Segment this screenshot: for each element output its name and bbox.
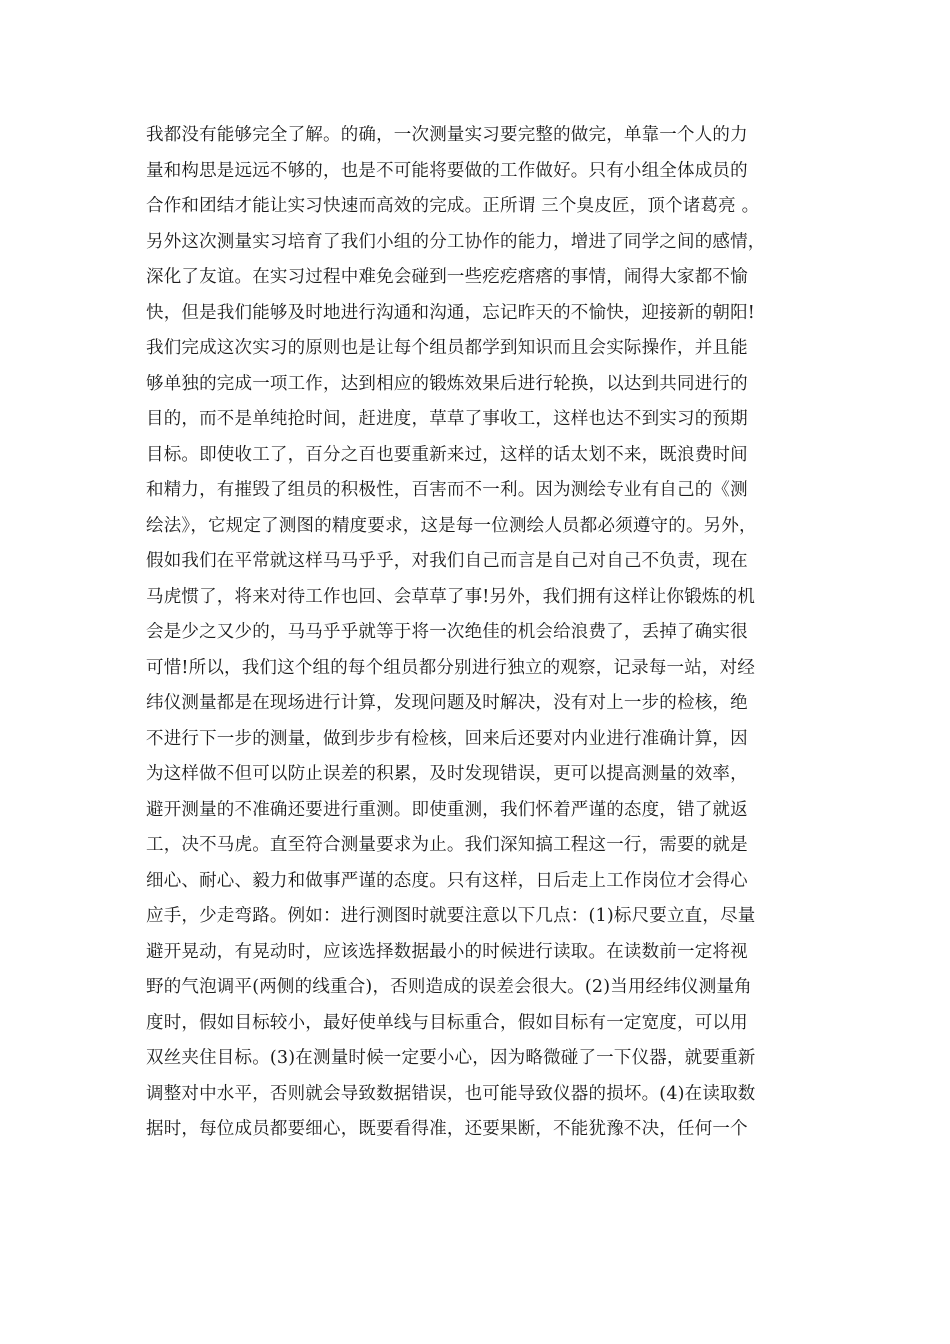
text-line: 量和构思是远远不够的，也是不可能将要做的工作做好。只有小组全体成员的 <box>146 160 748 181</box>
text-line: 应手，少走弯路。例如：进行测图时就要注意以下几点：(1)标尺要立直，尽量 <box>146 906 756 926</box>
text-line: 另外这次测量实习培育了我们小组的分工协作的能力，增进了同学之间的感情， <box>146 231 766 252</box>
text-line: 为这样做不但可以防止误差的积累，及时发现错误，更可以提高测量的效率， <box>146 764 748 784</box>
text-line: 会是少之又少的，马马乎乎就等于将一次绝佳的机会给浪费了，丢掉了确实很 <box>146 622 748 642</box>
text-line: 绘法》，它规定了测图的精度要求，这是每一位测绘人员都必须遵守的。另外， <box>146 515 757 536</box>
text-line: 纬仪测量都是在现场进行计算，发现问题及时解决，没有对上一步的检核，绝 <box>146 693 748 713</box>
text-line: 我都没有能够完全了解。的确，一次测量实习要完整的做完，单靠一个人的力 <box>146 125 748 145</box>
text-line: 调整对中水平，否则就会导致数据错误，也可能导致仪器的损坏。(4)在读取数 <box>146 1083 756 1104</box>
text-line: 快，但是我们能够及时地进行沟通和沟通，忘记昨天的不愉快，迎接新的朝阳! <box>146 302 756 323</box>
text-line: 工，决不马虎。直至符合测量要求为止。我们深知搞工程这一行，需要的就是 <box>146 835 748 855</box>
text-line: 够单独的完成一项工作，达到相应的锻炼效果后进行轮换，以达到共同进行的 <box>146 373 748 394</box>
text-line: 我们完成这次实习的原则也是让每个组员都学到知识而且会实际操作，并且能 <box>146 338 748 358</box>
text-line: 细心、耐心、毅力和做事严谨的态度。只有这样，日后走上工作岗位才会得心 <box>146 870 748 891</box>
text-line: 度时，假如目标较小，最好使单线与目标重合，假如目标有一定宽度，可以用 <box>146 1012 748 1033</box>
text-line: 马虎惯了，将来对待工作也回、会草草了事!另外，我们拥有这样让你锻炼的机 <box>146 586 756 607</box>
body-paragraph <box>146 118 816 1148</box>
text-line: 目标。即使收工了，百分之百也要重新来过，这样的话太划不来，既浪费时间 <box>146 444 748 465</box>
text-line: 和精力，有摧毁了组员的积极性，百害而不一利。因为测绘专业有自己的《测 <box>146 480 748 500</box>
text-line: 双丝夹住目标。(3)在测量时候一定要小心，因为略微碰了一下仪器，就要重新 <box>146 1048 756 1068</box>
text-line: 深化了友谊。在实习过程中难免会碰到一些疙疙瘩瘩的事情，闹得大家都不愉 <box>146 267 748 287</box>
text-line: 避开晃动，有晃动时，应该选择数据最小的时候进行读取。在读数前一定将视 <box>146 941 748 962</box>
text-line: 不进行下一步的测量，做到步步有检核，回来后还要对内业进行准确计算，因 <box>146 728 748 749</box>
text-line: 据时，每位成员都要细心，既要看得准，还要果断，不能犹豫不决，任何一个 <box>146 1119 748 1139</box>
text-line: 目的，而不是单纯抢时间，赶进度，草草了事收工，这样也达不到实习的预期 <box>146 409 748 429</box>
text-line: 合作和团结才能让实习快速而高效的完成。正所谓 三个臭皮匠，顶个诸葛亮 。 <box>146 196 760 216</box>
text-line: 野的气泡调平(两侧的线重合)，否则造成的误差会很大。(2)当用经纬仪测量角 <box>146 977 752 997</box>
text-line: 避开测量的不准确还要进行重测。即使重测，我们怀着严谨的态度，错了就返 <box>146 799 748 820</box>
text-line: 可惜!所以，我们这个组的每个组员都分别进行独立的观察，记录每一站，对经 <box>146 657 756 678</box>
text-line: 假如我们在平常就这样马马乎乎，对我们自己而言是自己对自己不负责，现在 <box>146 551 748 571</box>
